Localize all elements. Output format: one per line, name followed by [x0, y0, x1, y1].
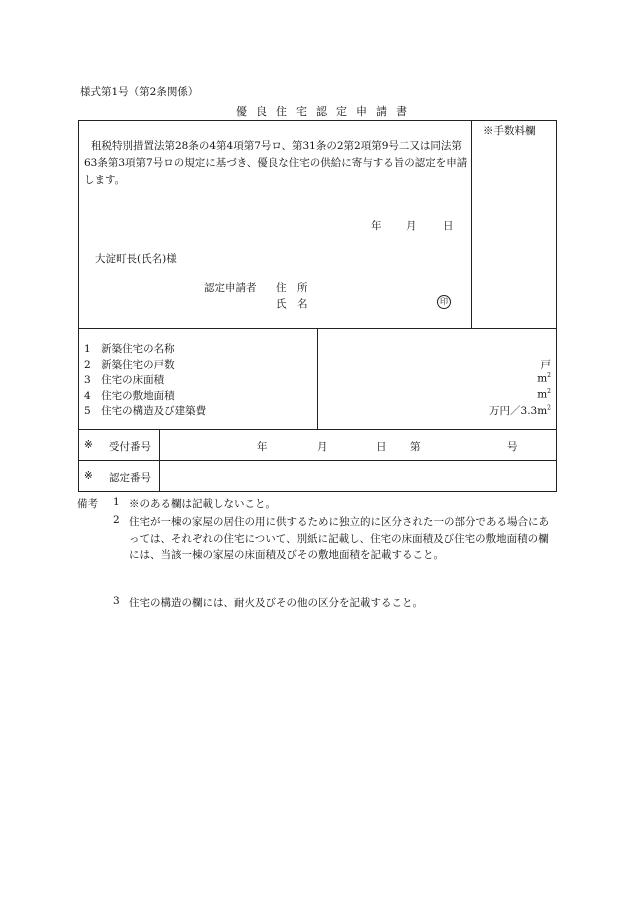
certification-input[interactable] [161, 462, 555, 490]
item-unit[interactable]: $m^2$ [537, 372, 551, 385]
item-label: 5 住宅の構造及び建築費 [84, 405, 207, 417]
form-id: 様式第1号（第2条関係） [80, 86, 199, 98]
receipt-day[interactable]: 日 [376, 441, 387, 453]
unit-superscript: 2 [547, 404, 551, 412]
receipt-go[interactable]: 号 [507, 441, 518, 453]
applicant-label: 認定申請者 [204, 282, 257, 294]
item-unit[interactable]: 戸 [540, 358, 551, 371]
addressee: 大淀町長(氏名)様 [95, 253, 177, 265]
certification-label: 認定番号 [109, 472, 151, 484]
intro-text: 租税特別措置法第28条の4第4項第7号ロ、第31条の2第2項第9号二又は同法第63条第3項第7号ロの規定に基づき、優良な住宅の供給に寄与する旨の認定を申請します。 [84, 140, 468, 186]
item-unit[interactable]: 万円$/3.3m^2$ [489, 404, 551, 417]
receipt-mark: ※ [84, 439, 93, 451]
item-unit[interactable]: $m^2$ [537, 387, 551, 400]
item-label: 3 住宅の床面積 [84, 374, 165, 386]
note-text: ※のある欄は記載しないこと。 [129, 498, 276, 510]
item-label: 1 新築住宅の名称 [84, 343, 175, 355]
unit-superscript: 2 [547, 372, 551, 379]
applicant-address-label: 住 所 [276, 282, 308, 294]
receipt-month[interactable]: 月 [317, 441, 328, 453]
note-text: 住宅の構造の欄には、耐火及びその他の区分を記載すること。 [129, 597, 423, 609]
item-label: 2 新築住宅の戸数 [84, 358, 175, 371]
unit-superscript: 2 [547, 387, 551, 395]
note-text: 住宅が一棟の家屋の居住の用に供するために独立的に区分された一の部分である場合にあっては、それぞれの住宅について、別紙に記載し、住宅の床面積及び住宅の敷地面積の欄には、当該一棟の家屋の床面積及びその敷地面積を記載すること。 [129, 516, 549, 561]
certification-mark: ※ [84, 470, 93, 482]
date-month[interactable]: 月 [406, 220, 417, 232]
note-number: 2 [113, 514, 120, 526]
certification-divider [159, 460, 160, 492]
document-title: 優良住宅認定申請書 [236, 105, 416, 118]
item-label: 4 住宅の敷地面積 [84, 389, 175, 402]
seal-icon: 印 [437, 295, 451, 309]
note-number: 1 [113, 496, 120, 508]
receipt-year[interactable]: 年 [257, 441, 268, 453]
fee-column-divider [471, 120, 472, 329]
applicant-name-label: 氏 名 [276, 298, 308, 310]
date-year[interactable]: 年 [371, 220, 382, 232]
notes-heading: 備考 [77, 498, 98, 510]
note-number: 3 [113, 595, 120, 607]
date-day[interactable]: 日 [443, 220, 454, 232]
items-column-divider [317, 328, 318, 430]
receipt-label: 受付番号 [109, 441, 151, 453]
receipt-dai[interactable]: 第 [410, 441, 421, 453]
receipt-divider [159, 429, 160, 461]
fee-label: ※手数料欄 [483, 125, 536, 137]
